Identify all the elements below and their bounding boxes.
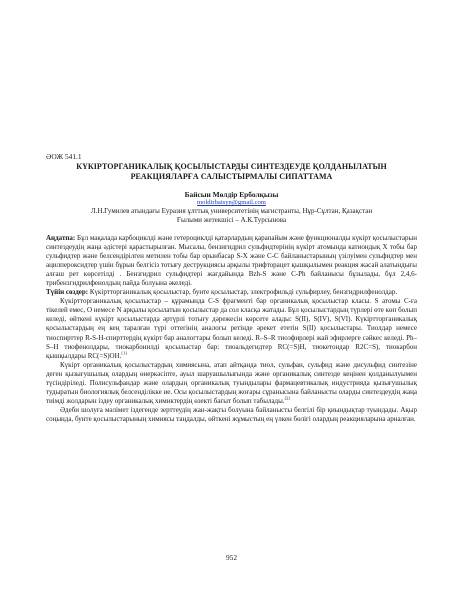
udc-code: ӘОЖ 541.1 [46, 152, 82, 161]
body-paragraph-2 [46, 361, 417, 406]
paper-title [46, 162, 417, 182]
page-number: 952 [225, 553, 238, 562]
title-line-2: РЕАКЦИЯЛАРҒА САЛЫСТЫРМАЛЫ СИПАТТАМА [130, 172, 333, 181]
author-email-link[interactable]: moldirbaisyn@gmail.com [197, 199, 266, 206]
abstract-label: Аңдатпа: [46, 234, 76, 242]
keywords-label: Түйін сөздер: [46, 288, 89, 297]
body-paragraph-2-text: Күкірт органикалық қосылыстардың химиясына, атап айтқанда тиол, сульфан, сульфид және дисульфид синтезіне деген қызығушылық олардың өнеркәсіпте, ауыл шаруашылығында және органикалық синтезде кеңінен қолданылуымен түсіндіріледі. Полисульфандар және олардың органикалық туындылары фармацевтикалық индустрияда қызығушылық тудыратын биологиялық белсенділікке ие. Осы қосылыстардың жоғары сұранысына байланысты оларды синтездеудің жаңа тиімді жолдарын іздеу органикалық химиктердің өзекті бағыт болып табылады. [46, 360, 417, 405]
keywords [46, 288, 417, 297]
body-paragraph-1-text: Күкіртторганикалық қосылыстар – құрамында С-S фрагменті бар органикалық қосылыстар класы. S атомы С-ға тікелей емес, О немесе N арқылы қосылатын қосылыстар да сол класқа жатады. Бұл қосылыстардың түрлері өте көп болып келеді, өйткені күкірт қосылыстарда әртүрлі тотығу дәрежесін көрсете алады: S(II), S(IV), S(VI). Күкіртторганикалық қосылыстардың ең кең таралған түрі оттегінің аналогы ретінде әрекет ететін S(II) қосылыстары. Тиолдар немесе тиоспирттер R-S-H-спирттердің күкірт бар аналогтары болып келеді. R–S–R тиоэфирлері жай эфирлерге сәйкес келеді. Ph–S–H тиофенолдары, тиокарбонилді қосылыстар бар: тиоальдегидтер RC(=S)H, тиокетондар R2C=S), тиокарбон қышқылдары RC(=S)OH. [46, 297, 417, 360]
title-line-1: КҮКІРТОРГАНИКАЛЫҚ ҚОСЫЛЫСТАРДЫ СИНТЕЗДЕУДЕ ҚОЛДАНЫЛАТЫН [76, 162, 387, 171]
citation-ref-2: [2] [284, 395, 290, 401]
scientific-supervisor: Ғылыми жетекшісі – А.К.Турсынова [176, 216, 287, 224]
keywords-text: Күкіртторганикалық қосылыстар, бунте қосылыстар, электрофильді сульфирлеу, бензгидрилфенолдар. [89, 288, 398, 297]
author-name: Байсын Мөлдір Ерболқызы [184, 190, 279, 199]
abstract-text: Бұл мақалада карбоциклді және гетероциклді қатарлардың қарапайым және функционалды күкірт қосылыстарын синтездеудің жаңа әдістері қарастырылған. Мысалы, бензигидрил сульфидтерінің күкірт атомында катиондық Х тобы бар сульфидтер және белсендірілген метилен тобы бар орынбасар S-X және С-С байланыстарының үзілуімен сульфидтер мен ацилпероксидтер үшін бұрын белгісіз тотығу деструкциясы арқылы трифторацет қышқылымен реакция жасай алатындығы алғаш рет көрсетілді . Бензгидрил сульфидтері жағдайында Bzh-S және С-Ph байланысы бұзылады, бұл 2,4,6-трибензгидрилфенолдың пайда болуына әкеледі. [46, 234, 417, 288]
body-paragraph-1 [46, 297, 417, 360]
citation-ref-1: [1] [121, 350, 127, 356]
abstract [46, 234, 417, 288]
body-paragraph-3: Әдеби шолуға мәлімет іздегенде зерттеудің жан-жақты болуына байланысты белгілі бір қиындықтар туындады. Ақыр соңында, бунте қосылыстарының химиясы таңдалды, өйткені жұмыстың ең үлкен бөлігі олардың реакцияларына арналған. [46, 405, 417, 423]
author-affiliation: Л.Н.Гумилев атындағы Еуразия ұлттық университетінің магистранты, Нұр-Сұлтан, Қазақстан [90, 207, 373, 215]
